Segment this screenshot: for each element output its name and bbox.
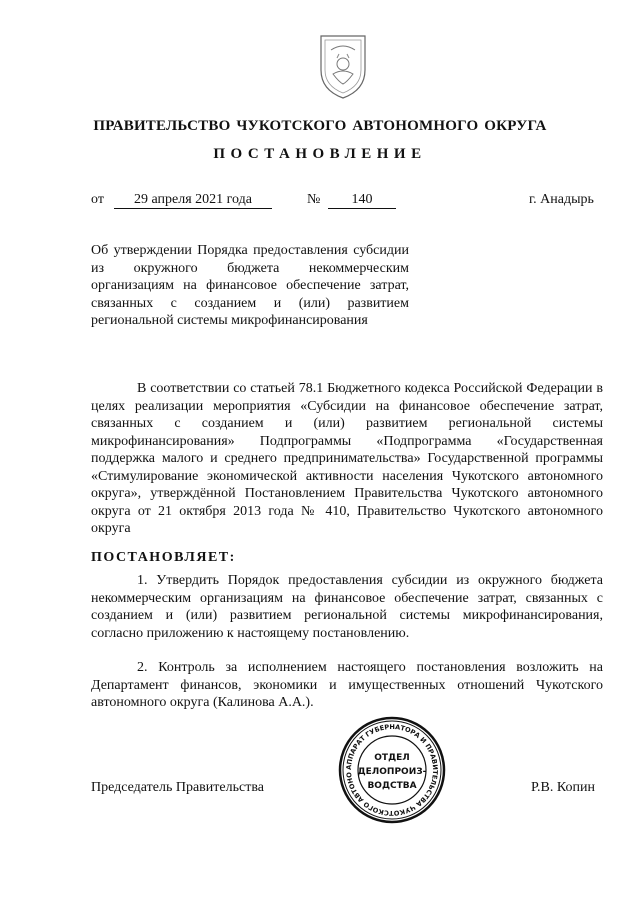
date-prefix: от <box>91 192 104 207</box>
document-type-title: ПОСТАНОВЛЕНИЕ <box>213 146 427 162</box>
resolves-heading: ПОСТАНОВЛЯЕТ: <box>91 550 236 565</box>
number-prefix: № <box>307 192 321 207</box>
signatory-position: Председатель Правительства <box>91 780 264 795</box>
date-field <box>114 192 272 209</box>
item-1-block <box>91 572 603 642</box>
date-value: 29 апреля 2021 года <box>114 192 272 209</box>
item-2-text: 2. Контроль за исполнением настоящего постановления возложить на Департамент финансов, экономики и имущественных отношений Чукотского автономного округа (Калинова А.А.). <box>91 660 603 710</box>
preamble-text: В соответствии со статьей 78.1 Бюджетного кодекса Российской Федерации в целях реализации мероприятия «Субсидии на финансовое обеспечение затрат, связанных с созданием и (или) развитием региональной системы микрофинансирования» Подпрограммы «Подпрограмма «Государственная поддержка малого и среднего предпринимательства» Государственной программы «Стимулирование экономической активности населения Чукотского автономного округа», утверждённой Постановлением Правительства Чукотского автономного округа от 21 октября 2013 года № 410, Правительство Чукотского автономного округа <box>91 381 603 536</box>
number-value: 140 <box>328 192 396 209</box>
document-subject: Об утверждении Порядка предоставления субсидии из окружного бюджета некоммерческим организациям на финансовое обеспечение затрат, связанных с созданием и (или) развитием региональной системы микрофинансирования <box>91 243 409 328</box>
stamp-line-3: ВОДСТВА <box>367 781 417 791</box>
coat-of-arms-emblem <box>311 28 375 104</box>
stamp-line-2: ДЕЛОПРОИЗ- <box>357 767 427 777</box>
office-stamp <box>338 716 446 824</box>
signatory-name: Р.В. Копин <box>531 780 595 795</box>
stamp-line-1: ОТДЕЛ <box>374 753 410 763</box>
item-2-block <box>91 659 603 712</box>
city: г. Анадырь <box>529 192 594 207</box>
preamble-block <box>91 380 603 538</box>
stamp-ring-text: АППАРАТ ГУБЕРНАТОРА И ПРАВИТЕЛЬСТВА ЧУКОТСКОГО АВТОНО <box>344 722 440 818</box>
item-1-text: 1. Утвердить Порядок предоставления субсидии из окружного бюджета некоммерческим организациям на финансовое обеспечение затрат, связанных с созданием и (или) развитием региональной системы микрофинансирования, согласно приложению к настоящему постановлению. <box>91 573 603 641</box>
number-field <box>328 192 396 209</box>
government-title: ПРАВИТЕЛЬСТВО ЧУКОТСКОГО АВТОНОМНОГО ОКРУГА <box>93 118 547 134</box>
